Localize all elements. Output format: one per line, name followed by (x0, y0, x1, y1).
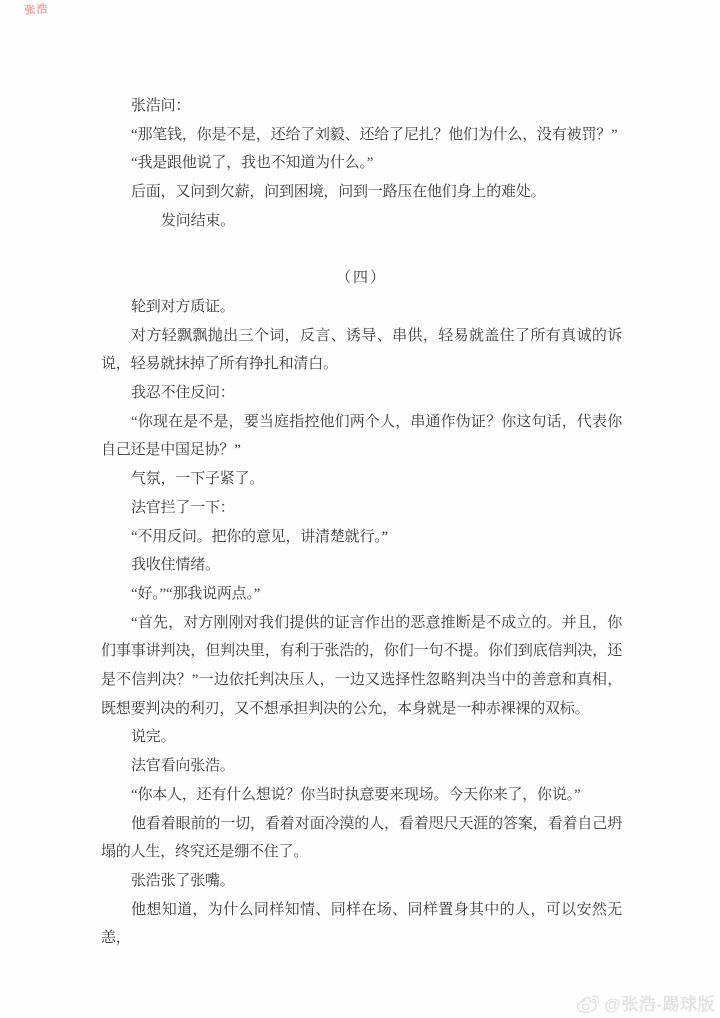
paragraph: 法官拦了一下： (131, 499, 235, 516)
section-header: （四） (335, 270, 387, 287)
document-body (101, 92, 622, 953)
paragraph: 轮到对方质证。 (131, 298, 235, 315)
author-seal-stamp: 张浩 (24, 3, 49, 17)
paragraph: “你现在是不是，要当庭指控他们两个人，串通作伪证？你这句话，代表你自己还是中国足协？” (101, 413, 622, 459)
paragraph: “我是跟他说了，我也不知道为什么。” (131, 155, 374, 172)
paragraph: “好。”“那我说两点。” (131, 585, 261, 602)
paragraph: 法官看向张浩。 (131, 758, 235, 775)
paragraph: 他看着眼前的一切，看着对面冷漠的人，看着咫尺天涯的答案，看着自己坍塌的人生，终究还是绷不住了。 (101, 815, 622, 861)
paragraph: 说完。 (131, 729, 176, 746)
weibo-logo-icon (575, 992, 601, 1014)
paragraph: 对方轻飘飘抛出三个词，反言、诱导、串供，轻易就盖住了所有真诚的诉说，轻易就抹掉了所有挣扎和清白。 (101, 327, 622, 373)
watermark-handle: @张浩-踢球版 (604, 995, 715, 1014)
paragraph: 张浩问： (131, 98, 191, 114)
paragraph: 张浩张了张嘴。 (131, 872, 235, 889)
paragraph: “你本人，还有什么想说？你当时执意要来现场。今天你来了，你说。” (131, 786, 581, 803)
paragraph: 后面，又问到欠薪，问到困境，问到一路压在他们身上的难处。 (131, 184, 546, 201)
weibo-watermark (575, 990, 715, 1015)
paragraph: 我收住情绪。 (131, 557, 220, 574)
paragraph: 发问结束。 (161, 212, 236, 229)
paragraph: “首先，对方刚刚对我们提供的证言作出的恶意推断是不成立的。并且，你们事事讲判决，但判决里，有利于张浩的，你们一句不提。你们到底信判决，还是不信判决？”一边依托判决压人，一边又选择性忽略判决当中的善意和真相，既想要判决的利刃，又不想承担判决的公允，本身就是一种赤裸裸的双标。 (101, 614, 622, 717)
paragraph: “那笔钱，你是不是，还给了刘毅、还给了尼扎？他们为什么，没有被罚？” (131, 126, 618, 143)
paragraph: 我忍不住反问： (131, 385, 235, 402)
paragraph: 他想知道，为什么同样知情、同样在场、同样置身其中的人，可以安然无恙， (101, 901, 622, 947)
paragraph: “不用反问。把你的意见，讲清楚就行。” (131, 528, 389, 545)
paragraph: 气氛，一下子紧了。 (131, 471, 265, 488)
